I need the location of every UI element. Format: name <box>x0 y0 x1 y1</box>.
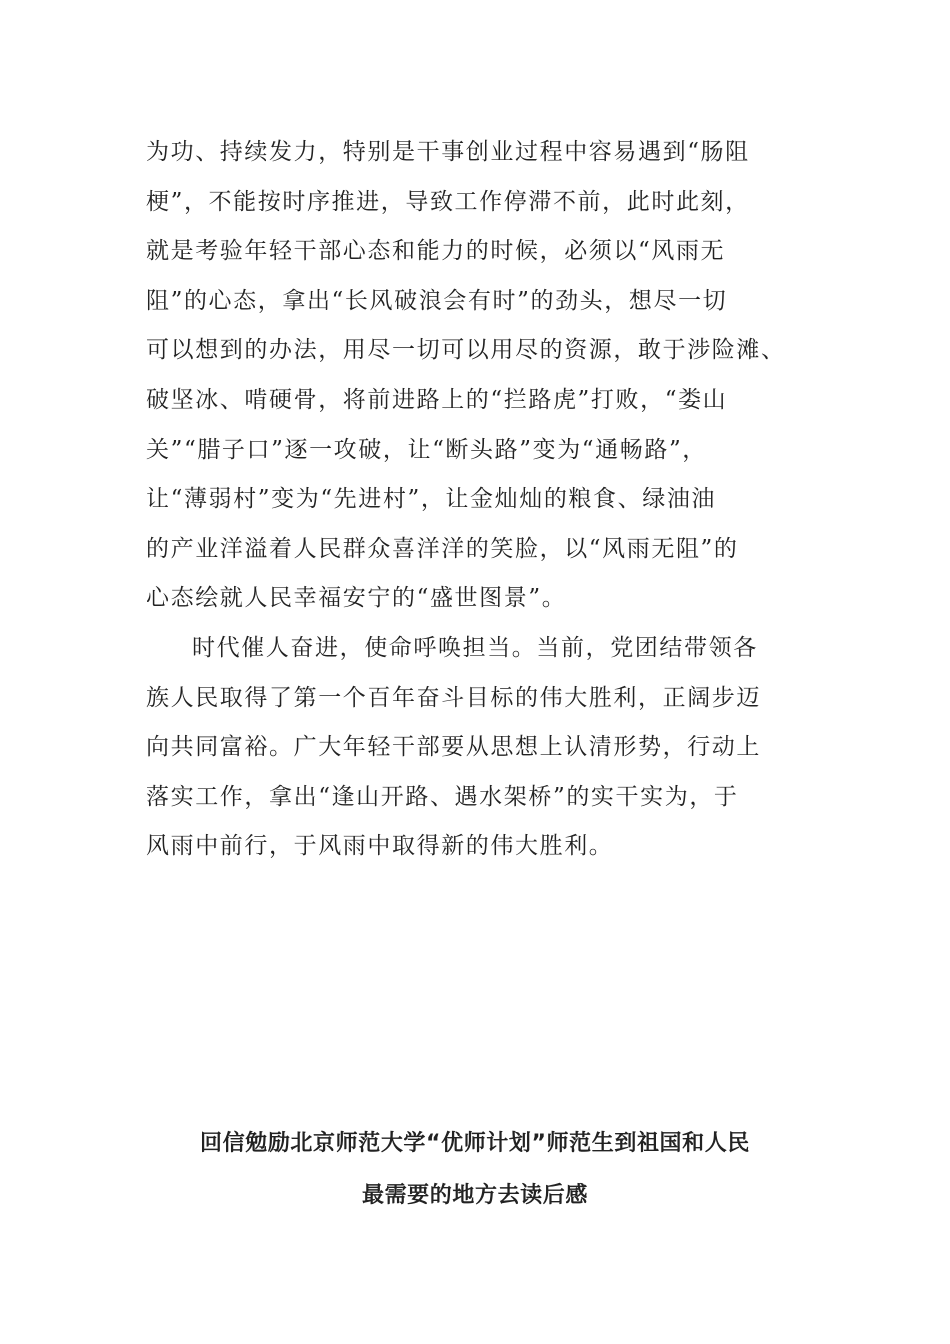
article-title <box>0 1118 950 1222</box>
title-line: 最需要的地方去读后感 <box>361 1183 588 1208</box>
paragraph-first-line: 时代催人奋进，使命呼唤担当。当前，党团结带领各 <box>192 634 758 661</box>
body-line: 可以想到的办法，用尽一切可以用尽的资源，敢于涉险滩、 <box>146 337 786 364</box>
body-line: 关”“腊子口”逐一攻破，让“断头路”变为“通畅路”， <box>146 436 707 463</box>
body-line: 落实工作，拿出“逢山开路、遇水架桥”的实干实为，于 <box>146 783 739 810</box>
body-line: 的产业洋溢着人民群众喜洋洋的笑脸，以“风雨无阻”的 <box>146 535 739 562</box>
body-line: 阻”的心态，拿出“长风破浪会有时”的劲头，想尽一切 <box>146 287 728 314</box>
body-line: 破坚冰、啃硬骨，将前进路上的“拦路虎”打败，“娄山 <box>146 386 728 413</box>
body-line: 让“薄弱村”变为“先进村”，让金灿灿的粮食、绿油油 <box>146 486 717 513</box>
body-line: 梗”，不能按时序推进，导致工作停滞不前，此时此刻， <box>146 188 750 215</box>
article-body <box>146 128 806 872</box>
body-line: 为功、持续发力，特别是干事创业过程中容易遇到“肠阻 <box>146 139 750 165</box>
body-line: 族人民取得了第一个百年奋斗目标的伟大胜利，正阔步迈 <box>146 684 761 711</box>
title-line: 回信勉励北京师范大学“优师计划”师范生到祖国和人民 <box>200 1131 750 1156</box>
body-line: 就是考验年轻干部心态和能力的时候，必须以“风雨无 <box>146 238 726 265</box>
body-line: 风雨中前行，于风雨中取得新的伟大胜利。 <box>146 833 614 860</box>
body-line: 向共同富裕。广大年轻干部要从思想上认清形势，行动上 <box>146 734 761 761</box>
body-line: 心态绘就人民幸福安宁的“盛世图景”。 <box>146 585 567 612</box>
